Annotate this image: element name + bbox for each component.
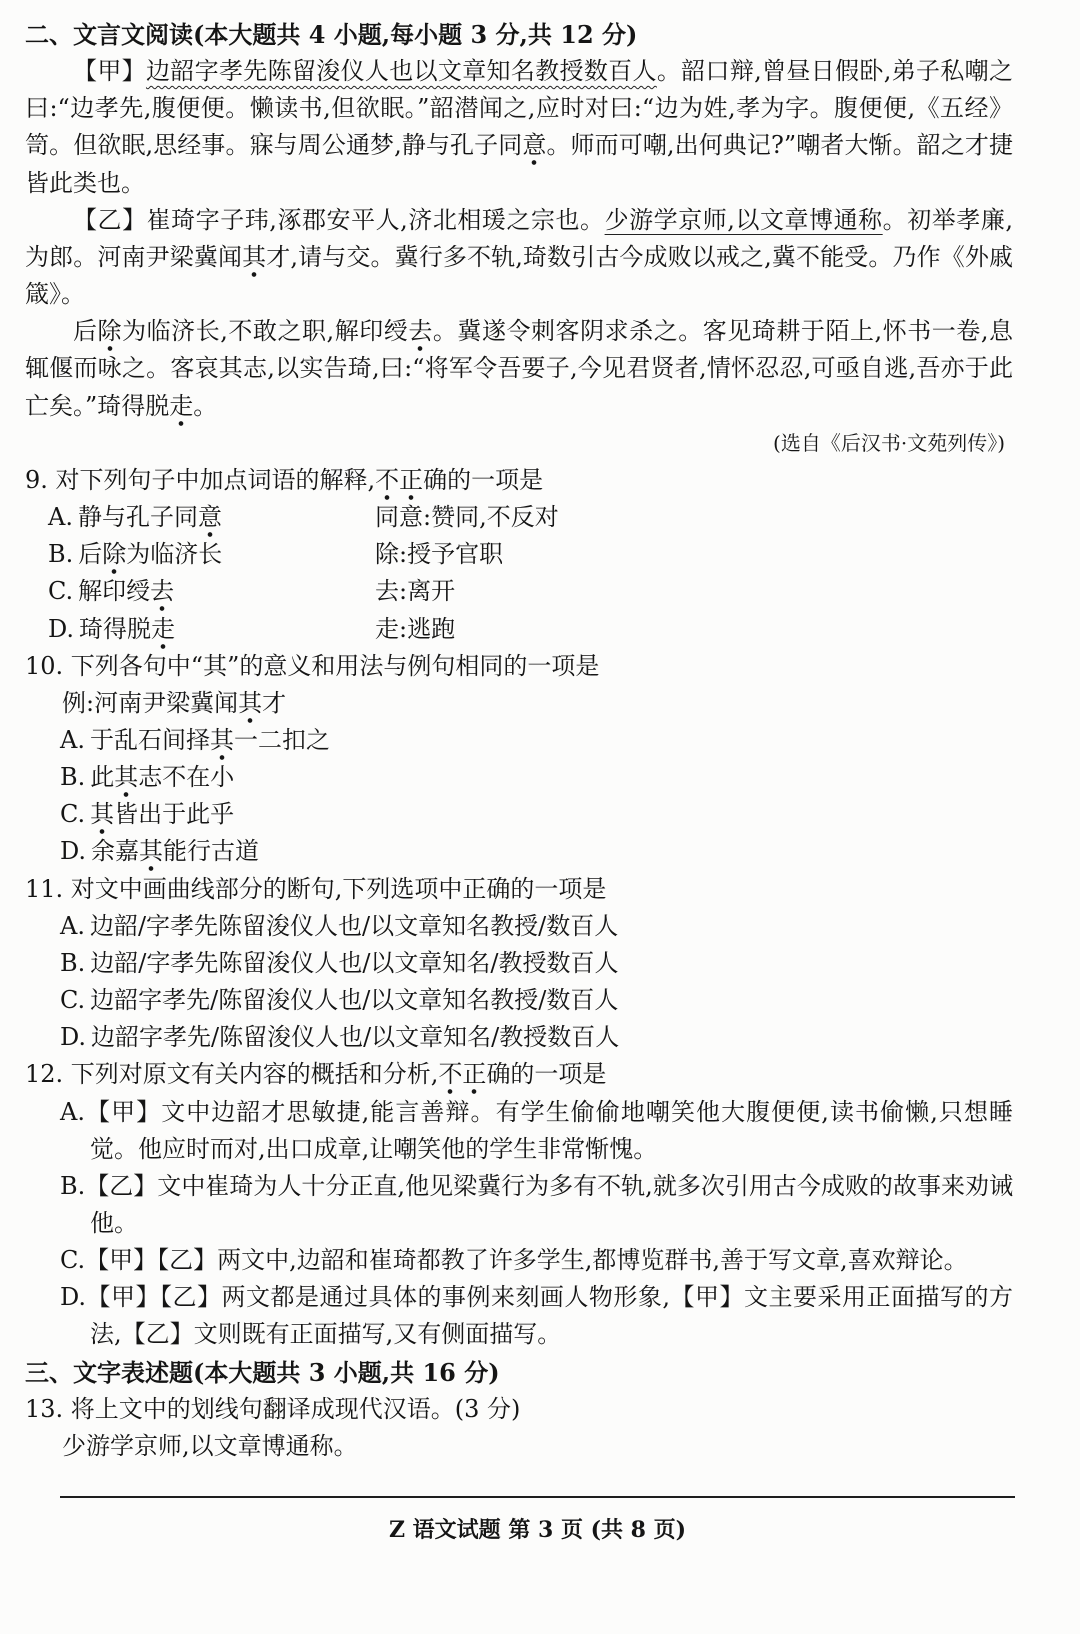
- option-label: A.: [60, 911, 85, 940]
- q9-option-explanation: 走:逃跑: [375, 614, 456, 643]
- q10-option-b: [25, 759, 1013, 796]
- q13-sentence: 少游学京师,以文章博通称。: [62, 1431, 358, 1460]
- option-text: 琦得脱: [79, 614, 152, 643]
- q11-option-a: [25, 908, 1013, 945]
- option-label: B.: [60, 948, 86, 977]
- question-11-stem: 11. 对文中画曲线部分的断句,下列选项中正确的一项是: [25, 874, 607, 903]
- q12-option-b: [25, 1168, 1013, 1242]
- passage-yi-text: 。初举孝廉,为郎。河南尹梁冀闻: [25, 205, 1013, 271]
- option-text: 边韶/字孝先陈留浚仪人也/以文章知名/教授数百人: [90, 948, 619, 977]
- option-label: A.: [48, 503, 73, 532]
- q10-example: [25, 685, 1013, 722]
- underlined-sentence: 少游学京师,以文章博通称: [604, 205, 883, 234]
- option-text: 于乱石间择: [89, 725, 210, 754]
- question-13-stem: 13. 将上文中的划线句翻译成现代汉语。(3 分): [25, 1394, 521, 1423]
- q9-option-explanation: 除:授予官职: [375, 540, 504, 569]
- option-label: C.: [60, 986, 86, 1015]
- q9-option-c: [25, 573, 1013, 610]
- option-label: C.: [48, 577, 74, 606]
- q9-option-sentence: [48, 536, 375, 573]
- option-text: 【甲】文中边韶才思敏捷,能言善辩。有学生偷偷地嘲笑他大腹便便,读书偷懒,只想睡觉。他应时而对,出口成章,让嘲笑他的学生非常惭愧。: [84, 1097, 1013, 1163]
- q9-option-explanation: 去:离开: [375, 577, 456, 606]
- option-text: 解印绶: [78, 577, 151, 606]
- option-text: 一二扣之: [233, 725, 330, 754]
- dotted-word: 去: [408, 317, 433, 352]
- q11-option-d: [25, 1019, 1013, 1056]
- dotted-word: 其: [242, 243, 266, 278]
- option-text: 志不在小: [138, 763, 235, 792]
- dotted-word: 其: [238, 689, 262, 724]
- dotted-word: 意: [522, 131, 546, 166]
- footer-divider: [60, 1496, 1015, 1498]
- option-text: 为临济长: [126, 540, 223, 569]
- passage-yi-text: 【乙】崔琦字子玮,涿郡安平人,济北相瑗之宗也。: [73, 205, 605, 234]
- option-label: D.: [60, 1283, 87, 1312]
- q10-option-d: [25, 833, 1013, 870]
- passage-text: 。: [193, 391, 218, 420]
- example-text: 才: [262, 688, 287, 717]
- question-9-stem: [25, 462, 1013, 499]
- option-text: 边韶字孝先/陈留浚仪人也/以文章知名/教授数百人: [91, 1023, 620, 1052]
- passage-source: (选自《后汉书·文苑列传》): [773, 430, 1005, 455]
- dotted-word: 其: [90, 800, 114, 835]
- option-text: 【乙】文中崔琦为人十分正直,他见梁冀行为多有不轨,就多次引用古今成败的故事来劝诫他。: [85, 1171, 1013, 1237]
- option-label: D.: [60, 837, 87, 866]
- option-label: A.: [60, 725, 85, 754]
- q12-option-a: [25, 1094, 1013, 1168]
- passage-text: 。冀遂令刺客阴求杀之。客见琦耕于陌上,怀书一卷,息辄偃而咏之。客哀其志,以实告琦,曰:“将军令吾要子,今见君贤者,情怀忍忍,可亟自逃,吾亦于此亡矣。”琦得脱: [25, 317, 1013, 420]
- dotted-word: 走: [169, 392, 193, 427]
- dotted-word: 去: [150, 577, 174, 612]
- dotted-word: 除: [102, 540, 126, 575]
- q12-option-c: [25, 1242, 1013, 1279]
- q11-option-c: [25, 982, 1013, 1019]
- dotted-word: 其: [210, 726, 234, 761]
- question-text: 12. 下列对原文有关内容的概括和分析,: [25, 1060, 439, 1089]
- question-12-stem: [25, 1056, 1013, 1093]
- option-label: B.: [48, 540, 74, 569]
- q10-option-a: [25, 722, 1013, 759]
- option-text: 能行古道: [163, 837, 260, 866]
- option-label: B.: [60, 763, 86, 792]
- question-text: 确的一项是: [423, 465, 544, 494]
- page-footer: Z 语文试题 第 3 页 (共 8 页): [388, 1517, 687, 1543]
- passage-jia-text: 。师而可嘲,出何典记?”嘲者大惭。韶之才捷皆此类也。: [25, 131, 1013, 197]
- passage-jia-text: 【甲】: [73, 57, 146, 86]
- passage-text: 为临济长,不敢之职,解印绶: [122, 317, 409, 346]
- question-text: 9. 对下列句子中加点词语的解释,: [25, 465, 376, 494]
- dotted-word: 其: [114, 763, 138, 798]
- q10-option-c: [25, 796, 1013, 833]
- question-text: 确的一项是: [486, 1060, 607, 1089]
- passage-yi-continued: [25, 313, 1013, 424]
- option-text: 边韶字孝先/陈留浚仪人也/以文章知名教授/数百人: [90, 986, 619, 1015]
- option-text: 边韶/字孝先陈留浚仪人也/以文章知名教授/数百人: [89, 911, 619, 940]
- q9-option-sentence: [48, 499, 375, 536]
- option-text: 余嘉: [91, 837, 140, 866]
- option-label: C.: [60, 800, 86, 829]
- q9-option-sentence: [48, 611, 375, 648]
- dotted-word: 不正: [438, 1060, 486, 1095]
- q9-option-d: [25, 611, 1013, 648]
- dotted-word: 不正: [375, 466, 423, 501]
- passage-jia: [25, 53, 1013, 202]
- q12-option-d: [25, 1279, 1013, 1353]
- page-content: [25, 16, 1013, 1491]
- section-3-title: 三、文字表述题(本大题共 3 小题,共 16 分): [25, 1357, 500, 1387]
- passage-jia-text: 。韶口辩,曾昼日假卧,弟子私嘲之曰:“边孝先,腹便便。懒读书,但欲眠。”韶潜闻之,应时对曰:“边为姓,孝为字。腹便便,《五经》笥。但欲眠,思经事。寐与周公通梦,静与孔子同: [25, 57, 1013, 160]
- q9-option-sentence: [48, 573, 375, 610]
- option-text: 皆出于此乎: [114, 800, 235, 829]
- option-text: 此: [90, 763, 115, 792]
- option-text: 后: [78, 540, 103, 569]
- example-text: 例:河南尹梁冀闻: [62, 688, 239, 717]
- q9-option-b: [25, 536, 1013, 573]
- q9-option-a: [25, 499, 1013, 536]
- section-2-title: 二、文言文阅读(本大题共 4 小题,每小题 3 分,共 12 分): [25, 20, 638, 49]
- option-label: D.: [48, 614, 75, 643]
- passage-yi: [25, 202, 1013, 313]
- option-label: B.: [60, 1171, 86, 1200]
- q9-option-explanation: 同意:赞同,不反对: [375, 503, 559, 532]
- option-text: 【甲】【乙】两文中,边韶和崔琦都教了许多学生,都博览群书,善于写文章,喜欢辩论。: [85, 1246, 968, 1275]
- wavy-underlined-sentence: 边韶字孝先陈留浚仪人也以文章知名教授数百人: [145, 57, 657, 86]
- passage-yi-text: 才,请与交。冀行多不轨,琦数引古今成败以戒之,冀不能受。乃作《外戚箴》。: [25, 242, 1013, 309]
- option-label: A.: [60, 1097, 85, 1126]
- option-text: 【甲】【乙】两文都是通过具体的事例来刻画人物形象,【甲】文主要采用正面描写的方法,【乙】文则既有正面描写,又有侧面描写。: [86, 1283, 1013, 1349]
- dotted-word: 意: [198, 503, 222, 538]
- option-text: 静与孔子同: [77, 503, 198, 532]
- option-label: C.: [60, 1246, 86, 1275]
- dotted-word: 除: [98, 317, 123, 352]
- option-label: D.: [60, 1023, 87, 1052]
- passage-text: 后: [73, 317, 98, 346]
- question-10-stem: 10. 下列各句中“其”的意义和用法与例句相同的一项是: [25, 651, 600, 680]
- dotted-word: 走: [151, 615, 175, 650]
- dotted-word: 其: [139, 837, 163, 872]
- q11-option-b: [25, 945, 1013, 982]
